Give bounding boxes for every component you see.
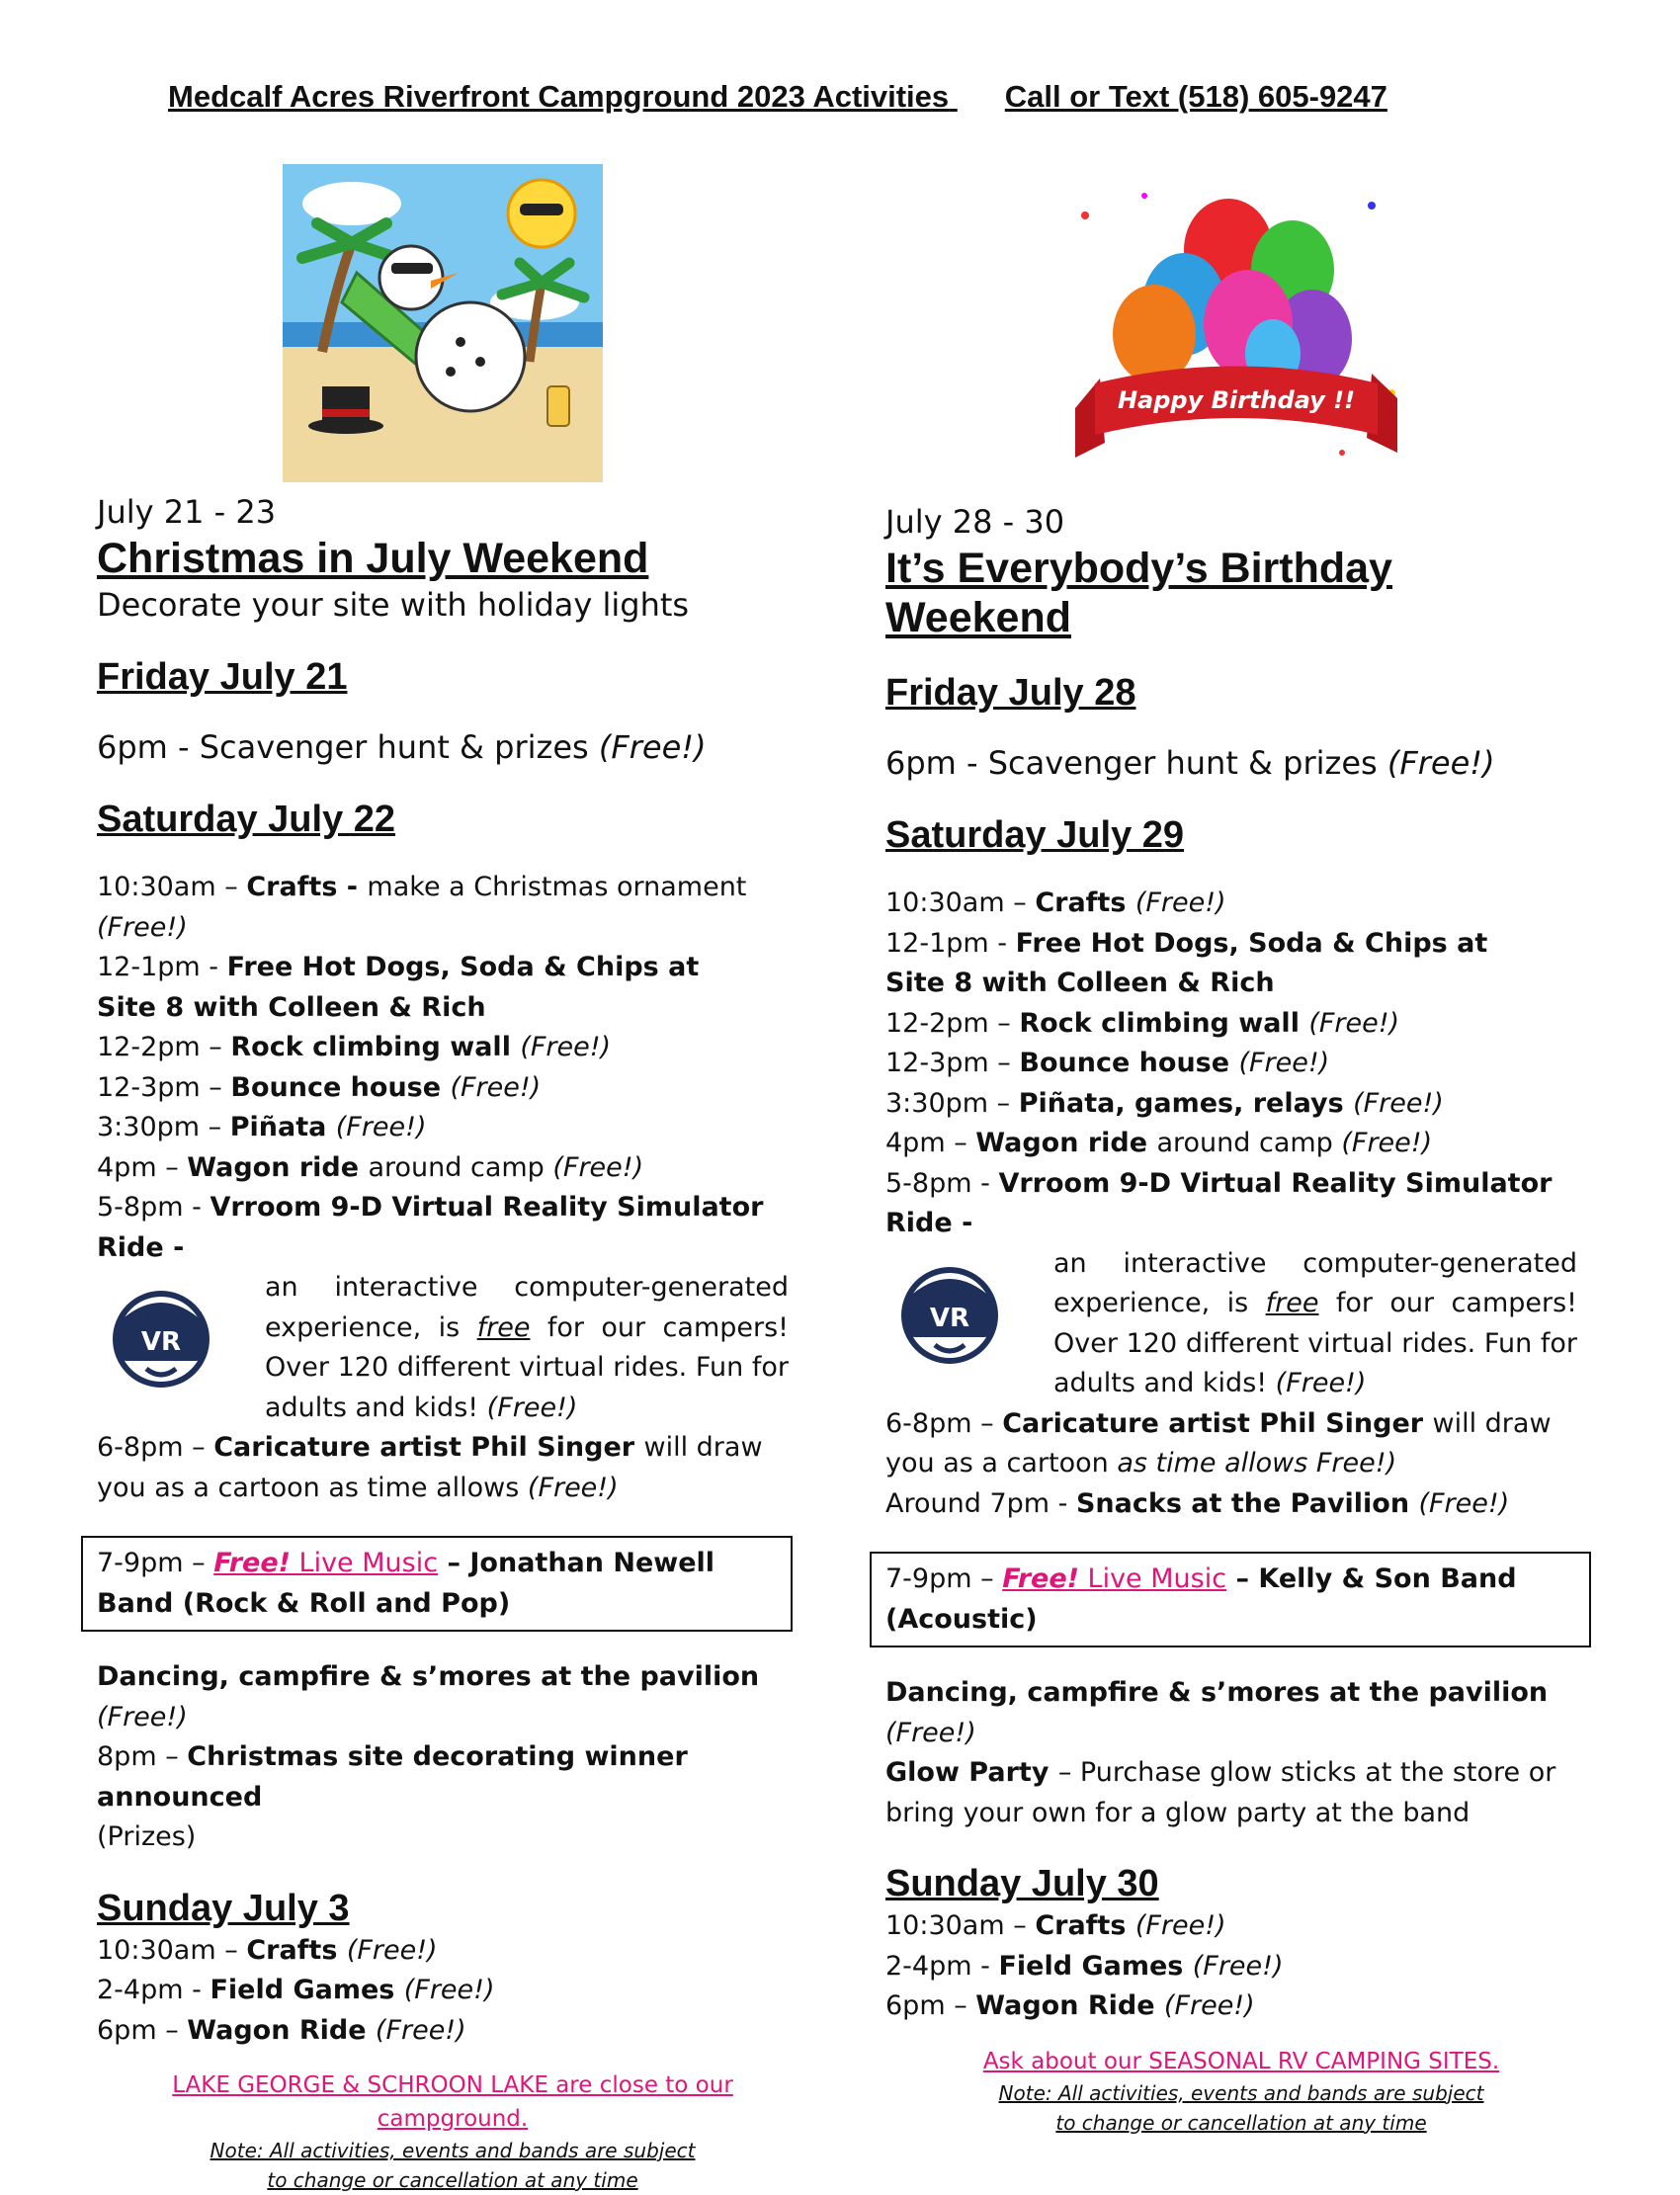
left-sat-caricature: 6-8pm – Caricature artist Phil Singer will draw you as a cartoon as time allows (Free!) (97, 1432, 763, 1503)
left-friday-heading: Friday July 21 (97, 656, 348, 698)
right-sat-vr-heading: 5-8pm - Vrroom 9-D Virtual Reality Simulator Ride - (885, 1167, 1553, 1238)
right-sat-hotdogs: 12-1pm - Free Hot Dogs, Soda & Chips at Site 8 with Colleen & Rich (885, 927, 1488, 998)
right-sat-vr-description: an interactive computer-generated experience, is free for our campers! Over 120 different virtual rides. Fun for adults and kids! (Free!) (1053, 1247, 1577, 1398)
left-saturday-heading: Saturday July 22 (97, 799, 396, 840)
right-sun-games: 2-4pm - Field Games (Free!) (885, 1950, 1284, 1982)
right-saturday-heading: Saturday July 29 (885, 814, 1185, 856)
right-column (885, 500, 1597, 2138)
right-sat-pinata: 3:30pm – Piñata, games, relays (Free!) (885, 1087, 1444, 1119)
left-subtitle: Decorate your site with holiday lights (97, 586, 690, 624)
left-sat-vr-description: an interactive computer-generated experience, is free for our campers! Over 120 different virtual rides. Fun for adults and kids! (Free!) (265, 1272, 789, 1423)
vr-icon-label: VR (929, 1303, 970, 1333)
left-sun-crafts: 10:30am – Crafts (Free!) (97, 1934, 438, 1966)
left-sun-wagon: 6pm – Wagon Ride (Free!) (97, 2014, 466, 2046)
right-sat-caricature: 6-8pm – Caricature artist Phil Singer will draw you as a cartoon as time allows Free!) (885, 1407, 1552, 1478)
birthday-balloons-illustration (1046, 176, 1427, 486)
left-sat-crafts: 10:30am – Crafts - make a Christmas ornament (Free!) (97, 872, 747, 943)
left-column (97, 490, 808, 2195)
right-friday-item: 6pm - Scavenger hunt & prizes (Free!) (885, 744, 1495, 782)
right-friday-heading: Friday July 28 (885, 672, 1136, 714)
left-sat-rock: 12-2pm – Rock climbing wall (Free!) (97, 1032, 612, 1062)
right-sun-crafts: 10:30am – Crafts (Free!) (885, 1910, 1226, 1941)
left-sat-vr-heading: 5-8pm - Vrroom 9-D Virtual Reality Simulator Ride - (97, 1192, 764, 1263)
left-sat-pinata: 3:30pm – Piñata (Free!) (97, 1112, 427, 1142)
right-note-line2: to change or cancellation at any time (1055, 2110, 1427, 2135)
right-sat-vr-block (885, 1244, 1597, 1404)
right-note-line1: Note: All activities, events and bands are subject (998, 2080, 1484, 2105)
left-sun-games: 2-4pm - Field Games (Free!) (97, 1975, 495, 2005)
free-live-music-link: Free! (213, 1548, 291, 1578)
right-live-music-box: 7-9pm – Free! Live Music – Kelly & Son Band (Acoustic) (870, 1552, 1591, 1647)
right-sat-crafts: 10:30am – Crafts (Free!) (885, 887, 1226, 918)
right-sat-bounce: 12-3pm – Bounce house (Free!) (885, 1048, 1330, 1078)
vr-headset-icon (97, 1278, 225, 1426)
right-sunday-heading: Sunday July 30 (885, 1863, 1159, 1904)
right-dates: July 28 - 30 (885, 503, 1065, 541)
vr-headset-icon (885, 1254, 1014, 1402)
free-live-music-link: Free! (1002, 1563, 1079, 1594)
page-header (168, 79, 1512, 115)
left-sat-vr-block (97, 1268, 808, 1428)
right-weekend-title-line2: Weekend (885, 594, 1071, 641)
right-sat-dancing: Dancing, campfire & s’mores at the pavilion (Free!) (885, 1677, 1549, 1748)
left-dates: July 21 - 23 (97, 493, 277, 531)
left-promo: LAKE GEORGE & SCHROON LAKE are close to our campground. (172, 2072, 733, 2132)
right-promo: Ask about our SEASONAL RV CAMPING SITES. (982, 2048, 1500, 2074)
left-note-line1: Note: All activities, events and bands are subject (210, 2139, 696, 2162)
left-note-line2: to change or cancellation at any time (267, 2168, 638, 2192)
left-sat-xmas-winner: 8pm – Christmas site decorating winner announced (Prizes) (97, 1741, 688, 1852)
right-sat-snacks: Around 7pm - Snacks at the Pavilion (Free!) (885, 1487, 1510, 1519)
birthday-banner-text: Happy Birthday !! (1117, 386, 1356, 414)
left-sat-dancing: Dancing, campfire & s’mores at the pavilion (Free!) (97, 1661, 760, 1732)
left-sat-bounce: 12-3pm – Bounce house (Free!) (97, 1071, 542, 1103)
left-sat-hotdogs: 12-1pm - Free Hot Dogs, Soda & Chips at Site 8 with Colleen & Rich (97, 952, 700, 1023)
left-weekend-title: Christmas in July Weekend (97, 535, 649, 582)
left-sat-wagon: 4pm – Wagon ride around camp (Free!) (97, 1151, 644, 1183)
left-sunday-heading: Sunday July 3 (97, 1887, 350, 1929)
right-sun-wagon: 6pm – Wagon Ride (Free!) (885, 1990, 1255, 2021)
campground-title: Medcalf Acres Riverfront Campground 2023 Activities (168, 79, 950, 114)
snowman-beach-illustration (283, 164, 603, 482)
phone-number: Call or Text (518) 605-9247 (1004, 79, 1387, 114)
vr-icon-label: VR (140, 1327, 182, 1357)
right-sat-wagon: 4pm – Wagon ride around camp (Free!) (885, 1128, 1433, 1158)
right-sat-rock: 12-2pm – Rock climbing wall (Free!) (885, 1007, 1400, 1039)
left-live-music-box: 7-9pm – Free! Live Music – Jonathan Newell Band (Rock & Roll and Pop) (81, 1536, 793, 1632)
right-weekend-title-line1: It’s Everybody’s Birthday (885, 545, 1392, 592)
right-sat-glow-party: Glow Party – Purchase glow sticks at the store or bring your own for a glow party at the band (885, 1757, 1556, 1828)
left-friday-item: 6pm - Scavenger hunt & prizes (Free!) (97, 728, 707, 766)
